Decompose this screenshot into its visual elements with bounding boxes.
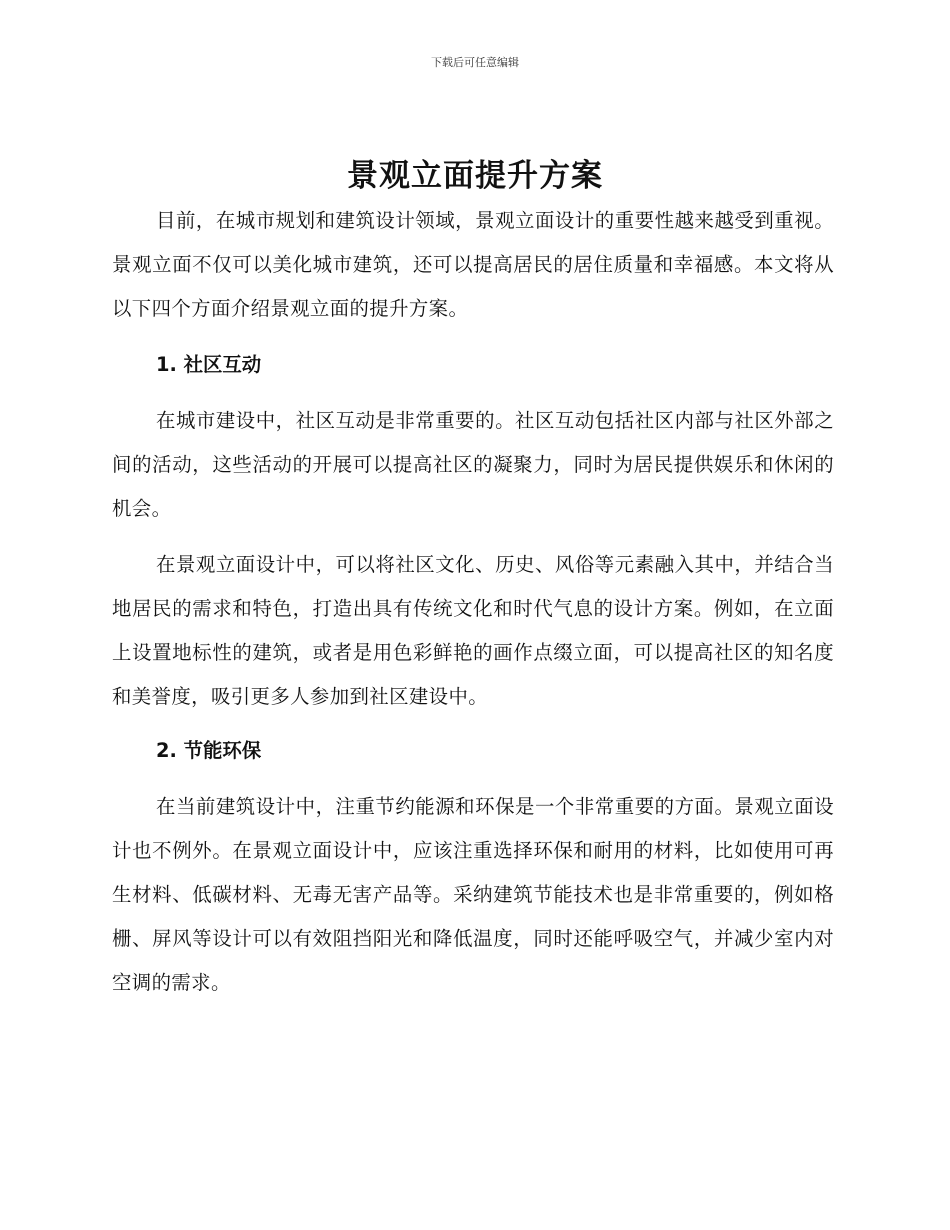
section-paragraph: 在景观立面设计中，可以将社区文化、历史、风俗等元素融入其中，并结合当地居民的需求和特色，打造出具有传统文化和时代气息的设计方案。例如，在立面上设置地标性的建筑，或者是用色彩鲜艳的画作点缀立面，可以提高社区的知名度和美誉度，吸引更多人参加到社区建设中。 xyxy=(112,553,834,708)
section-energy xyxy=(112,729,834,1005)
section-community xyxy=(112,343,834,719)
section-paragraph: 在当前建筑设计中，注重节约能源和环保是一个非常重要的方面。景观立面设计也不例外。在景观立面设计中，应该注重选择环保和耐用的材料，比如使用可再生材料、低碳材料、无毒无害产品等。采纳建筑节能技术也是非常重要的，例如格栅、屏风等设计可以有效阻挡阳光和降低温度，同时还能呼吸空气，并减少室内对空调的需求。 xyxy=(112,795,834,994)
section-heading: 2. 节能环保 xyxy=(156,739,262,762)
header-note: 下载后可任意编辑 xyxy=(431,56,519,69)
document-title: 景观立面提升方案 xyxy=(347,158,603,194)
document-body xyxy=(112,199,834,1005)
intro-paragraph: 目前，在城市规划和建筑设计领域，景观立面设计的重要性越来越受到重视。景观立面不仅可以美化城市建筑，还可以提高居民的居住质量和幸福感。本文将从以下四个方面介绍景观立面的提升方案。 xyxy=(112,209,834,320)
section-paragraph: 在城市建设中，社区互动是非常重要的。社区互动包括社区内部与社区外部之间的活动，这些活动的开展可以提高社区的凝聚力，同时为居民提供娱乐和休闲的机会。 xyxy=(112,409,834,520)
section-heading: 1. 社区互动 xyxy=(156,353,262,376)
